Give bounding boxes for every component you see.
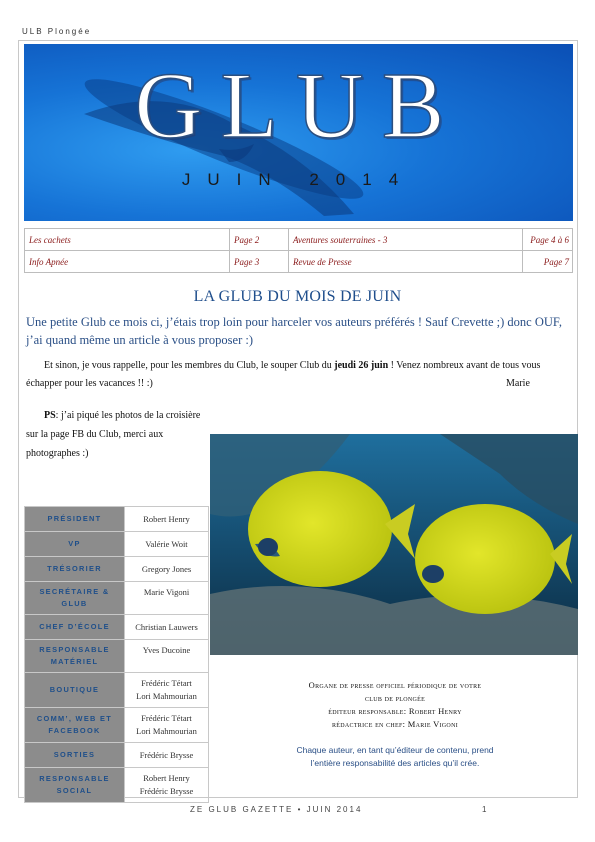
committee-row [25, 708, 209, 743]
member-name: Lori Mahmourian [136, 726, 197, 736]
member-name: Frédéric Brysse [139, 749, 194, 760]
committee-row [25, 532, 209, 557]
intro-paragraph: Une petite Glub ce mois ci, j’étais trop loin pour harceler vos auteurs préférés ! Sauf Crevette ;) donc OUF, j’ai quand même un article à vous proposer :) [26, 315, 562, 347]
para-bold: jeudi 26 juin [334, 360, 389, 371]
member-name: Christian Lauwers [135, 621, 198, 632]
member-name: Marie Vigoni [143, 587, 190, 597]
para-text: Et sinon, je vous rappelle, pour les membres du Club, le souper Club du [44, 360, 335, 371]
notice-line: l’entière responsabilité des articles qu’il crée. [310, 758, 480, 768]
toc-page: Page 2 [230, 229, 289, 251]
ps-label: PS [44, 410, 56, 421]
publication-line: club de plongée [364, 693, 426, 703]
notice-line: Chaque auteur, en tant qu’éditeur de contenu, prend [296, 745, 494, 755]
article-headline: LA GLUB DU MOIS DE JUIN [193, 288, 402, 305]
masthead-title: GLUB [134, 54, 463, 158]
fish-photo-image [210, 434, 578, 655]
committee-row [25, 673, 209, 708]
role-cell: VP [25, 532, 125, 557]
role-cell: CHEF D’ÉCOLE [25, 615, 125, 640]
signature: Marie [506, 378, 530, 389]
name-cell [125, 768, 209, 803]
role-cell: PRÉSIDENT [25, 507, 125, 532]
body-paragraph [26, 357, 576, 393]
member-name: Yves Ducoine [142, 645, 191, 655]
name-cell [125, 640, 209, 673]
masthead-banner [24, 44, 573, 221]
committee-row [25, 615, 209, 640]
member-name: Frédéric Tétart [141, 713, 192, 723]
toc-page: Page 3 [230, 251, 289, 273]
committee-row [25, 507, 209, 532]
committee-row [25, 582, 209, 615]
publication-line: éditeur responsable: Robert Henry [328, 706, 462, 716]
toc-title: Revue de Presse [289, 251, 523, 273]
toc-row [25, 251, 573, 273]
name-cell [125, 582, 209, 615]
table-of-contents [24, 228, 573, 273]
toc-page: Page 4 à 6 [523, 229, 573, 251]
toc-title: Info Apnée [25, 251, 230, 273]
role-cell: TRÉSORIER [25, 557, 125, 582]
member-name: Valérie Woit [145, 538, 188, 549]
issue-date: JUIN 2014 [181, 170, 416, 189]
name-cell [125, 507, 209, 532]
name-cell [125, 708, 209, 743]
member-name: Robert Henry [143, 513, 190, 524]
name-cell [125, 532, 209, 557]
toc-title: Aventures souterraines - 3 [289, 229, 523, 251]
footer-text: ZE GLUB GAZETTE • JUIN 2014 [190, 805, 363, 814]
header-label: ULB Plongée [22, 27, 92, 36]
para-text: ! Venez nombreux avant de tous vous échapper pour les vacances !! :) [26, 360, 541, 389]
butterflyfish-photo [210, 434, 578, 655]
name-cell [125, 557, 209, 582]
role-cell: RESPONSABLE SOCIAL [25, 768, 125, 803]
ps-text: : j’ai piqué les photos de la croisière sur la page FB du Club, merci aux photographes :) [26, 410, 201, 459]
role-cell: BOUTIQUE [25, 673, 125, 708]
member-name: Frédéric Tétart [141, 678, 192, 688]
member-name: Frédéric Brysse [139, 786, 194, 796]
committee-row [25, 640, 209, 673]
toc-row [25, 229, 573, 251]
committee-row [25, 557, 209, 582]
name-cell [125, 673, 209, 708]
publication-line: Organe de presse officiel périodique de votre [308, 680, 482, 690]
member-name: Gregory Jones [141, 563, 192, 574]
ps-note [26, 406, 204, 463]
responsibility-notice [212, 744, 578, 770]
role-cell: COMM’, WEB ET FACEBOOK [25, 708, 125, 743]
publication-line: rédactrice en chef: Marie Vigoni [332, 719, 458, 729]
toc-title: Les cachets [25, 229, 230, 251]
committee-table [24, 506, 209, 803]
role-cell: SORTIES [25, 743, 125, 768]
member-name: Robert Henry [143, 773, 190, 783]
committee-row [25, 768, 209, 803]
committee-row [25, 743, 209, 768]
page-number: 1 [482, 805, 487, 814]
role-cell: RESPONSABLE MATÉRIEL [25, 640, 125, 673]
name-cell [125, 743, 209, 768]
role-cell: SECRÉTAIRE & GLUB [25, 582, 125, 615]
publication-info [212, 679, 578, 731]
name-cell [125, 615, 209, 640]
member-name: Lori Mahmourian [136, 691, 197, 701]
toc-page: Page 7 [523, 251, 573, 273]
